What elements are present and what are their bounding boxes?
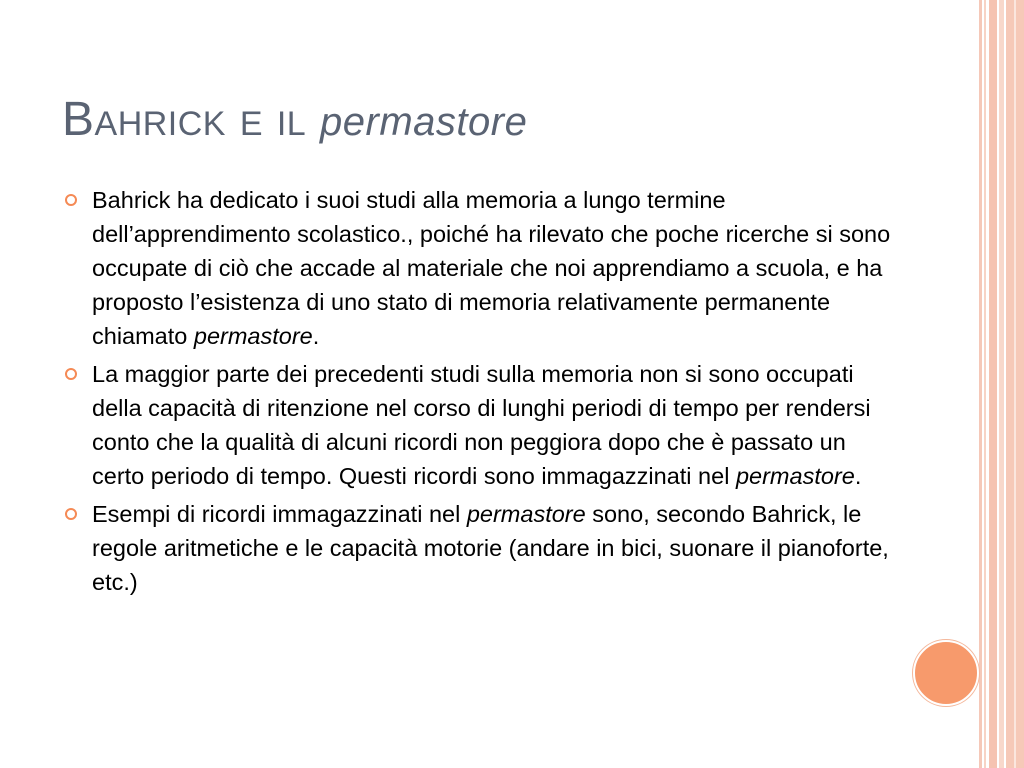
bullet-item [92, 183, 892, 353]
decorative-stripe [1014, 0, 1016, 768]
bullet-list [92, 183, 892, 603]
bullet-item [92, 497, 892, 599]
decorative-stripe [979, 0, 982, 768]
decorative-stripe [989, 0, 997, 768]
bullet-italic-term: permastore [466, 501, 586, 527]
decorative-stripe [984, 0, 986, 768]
title-main: Bahrick e il [62, 93, 307, 146]
title-italic: permastore [320, 100, 528, 144]
slide-title [62, 88, 527, 154]
bullet-text: La maggior parte dei precedenti studi sulla memoria non si sono occupati della capacità di ritenzione nel corso di lunghi periodi di tempo per rendersi conto che la qualità di alcuni ricordi non peggiora dopo che è passato un certo periodo di tempo. Questi ricordi sono immagazzinati nel [92, 361, 871, 489]
bullet-text-end: . [312, 323, 320, 349]
bullet-italic-term: permastore [735, 463, 855, 489]
bullet-text-end: . [854, 463, 862, 489]
bullet-item [92, 357, 892, 493]
bullet-text-end: sono, secondo Bahrick, le regole aritmetiche e le capacità motorie (andare in bici, suonare il pianoforte, etc.) [92, 501, 889, 595]
bullet-text: Esempi di ricordi immagazzinati nel [92, 501, 467, 527]
bullet-text: Bahrick ha dedicato i suoi studi alla memoria a lungo termine dell’apprendimento scolastico., poiché ha rilevato che poche ricerche si sono occupate di ciò che accade al materiale che noi apprendiamo a scuola, e ha proposto l’esistenza di uno stato di memoria relativamente permanente chiamato [92, 187, 891, 349]
decorative-circle [913, 640, 979, 706]
bullet-circle-icon [65, 508, 77, 520]
bullet-italic-term: permastore [193, 323, 313, 349]
bullet-circle-icon [65, 368, 77, 380]
decorative-stripe [999, 0, 1004, 768]
bullet-circle-icon [65, 194, 77, 206]
